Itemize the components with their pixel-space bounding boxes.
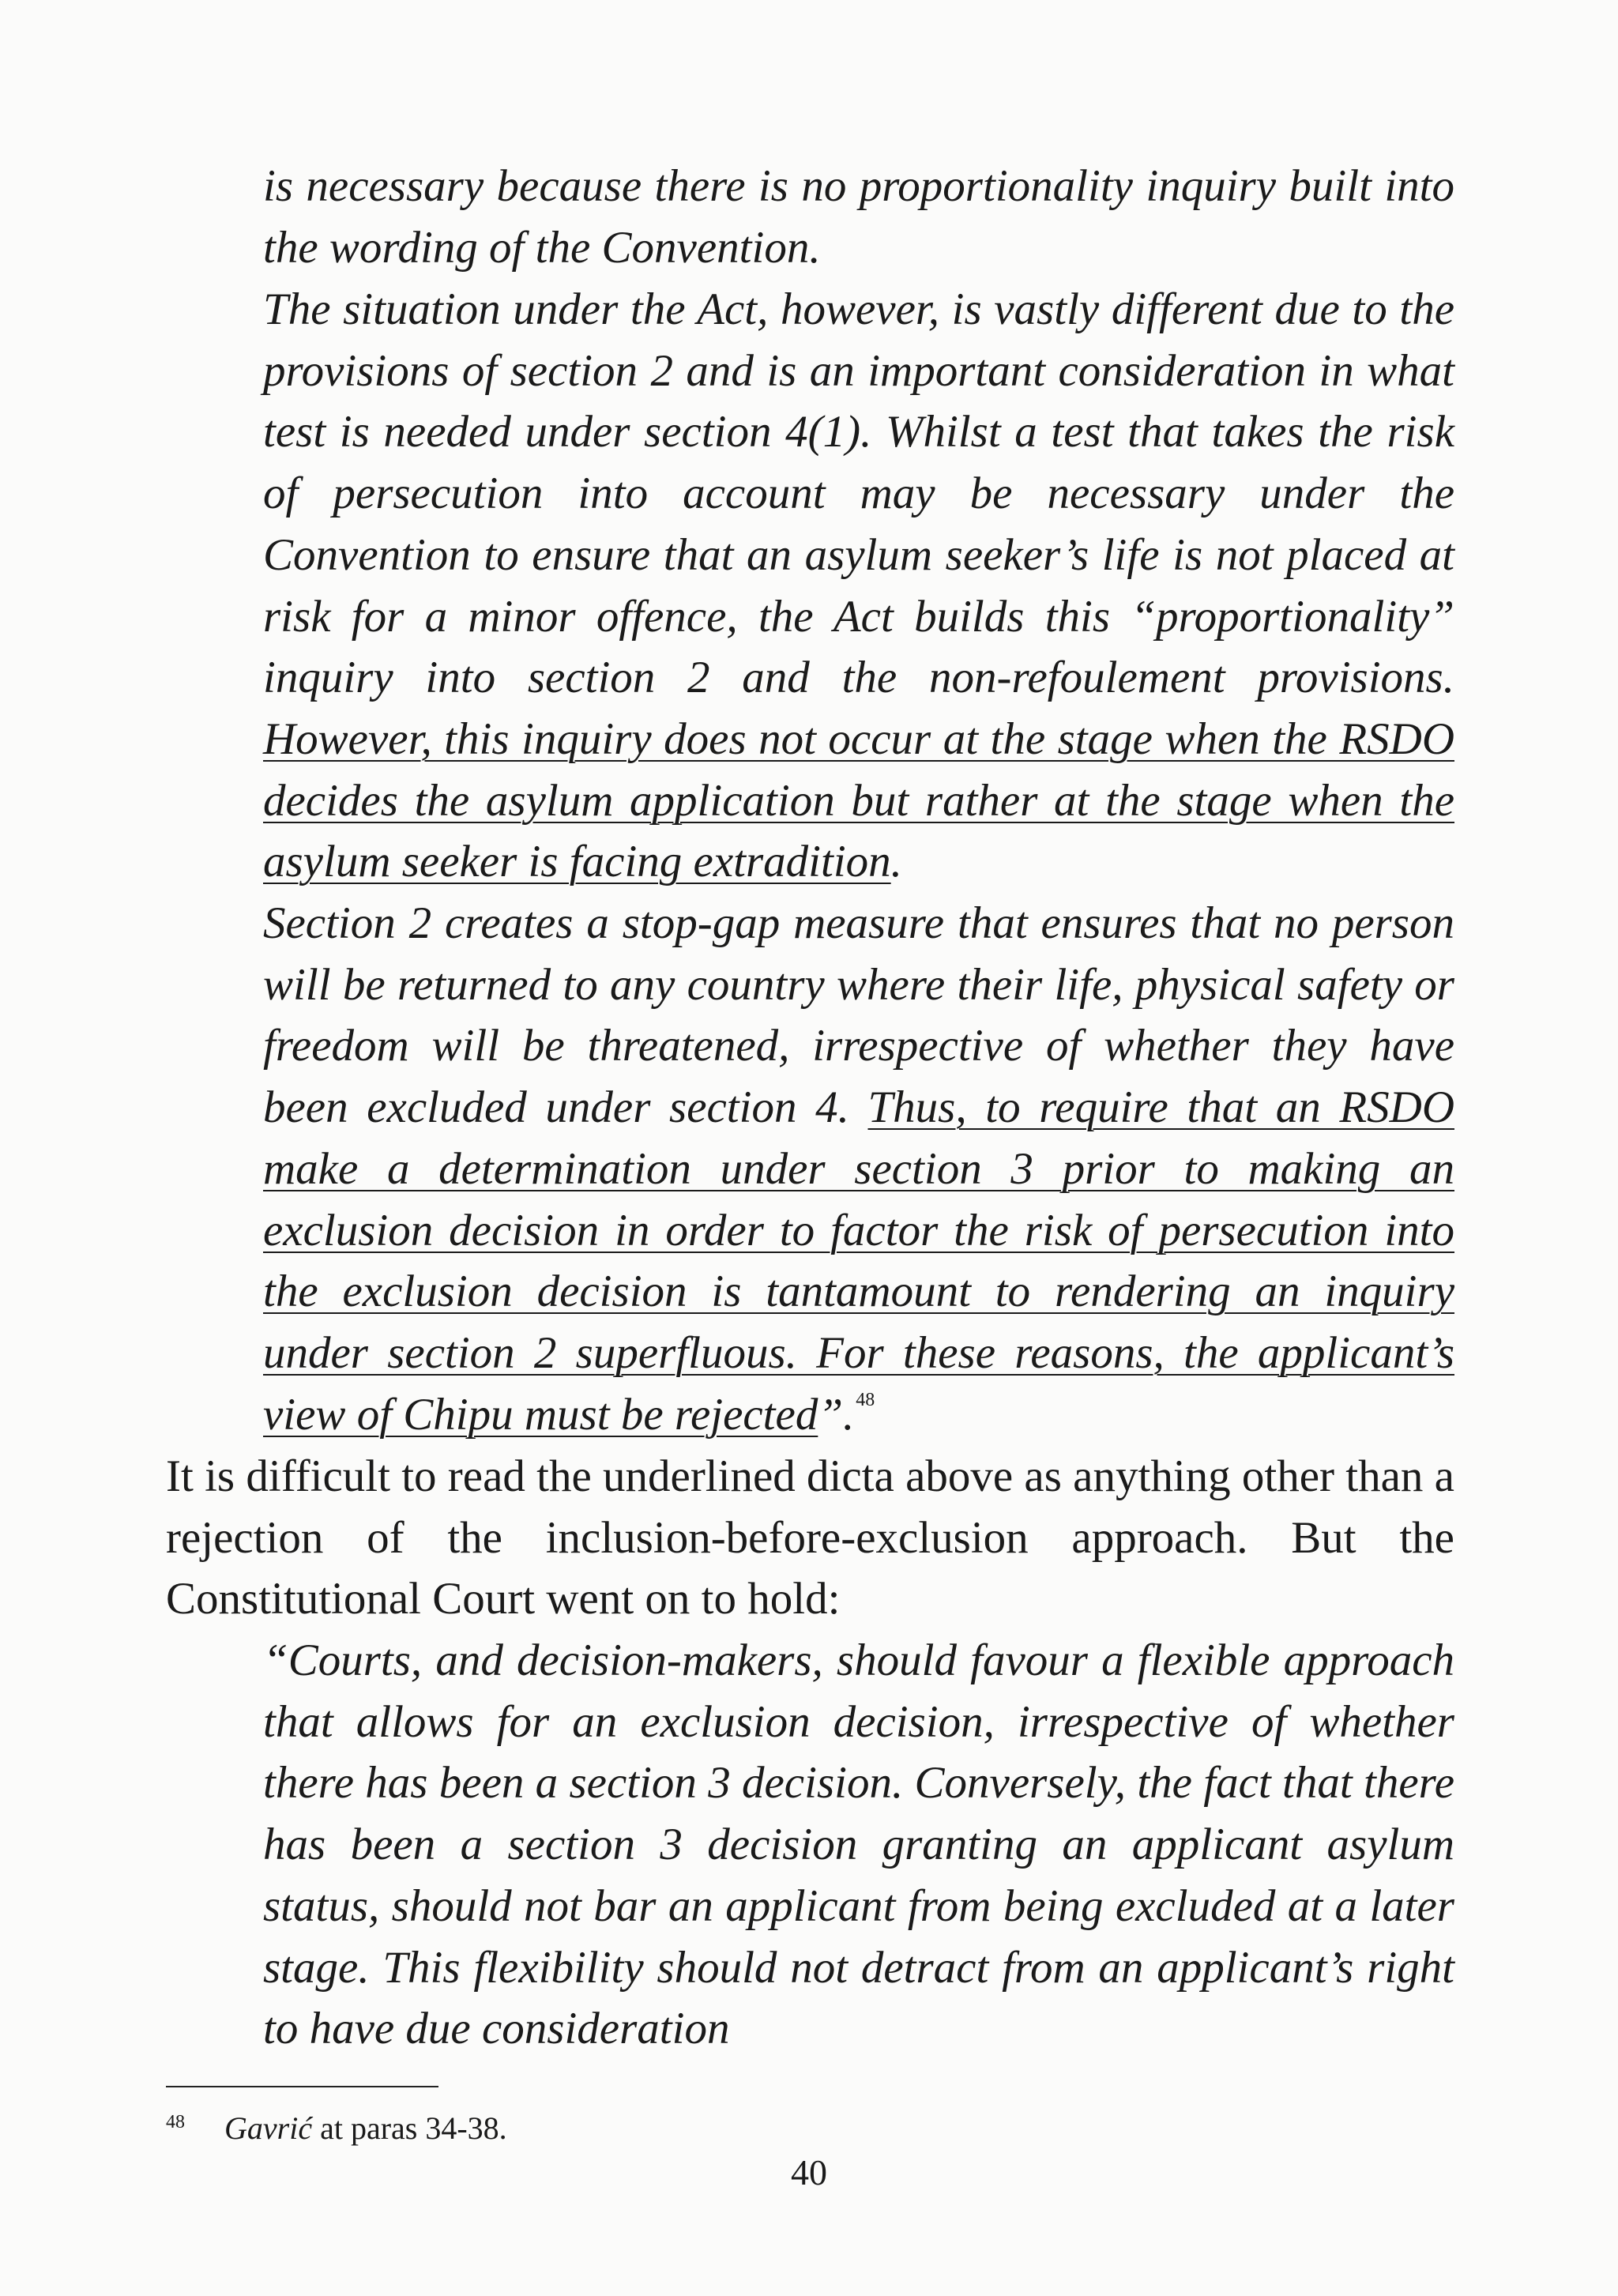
footnote-separator: [166, 2086, 438, 2087]
footnote-reference: 48: [856, 1389, 875, 1410]
quote-constitutional-court: “Courts, and decision-makers, should favour a flexible approach that allows for an exclusion decision, irrespective of whether there has been a section 3 decision. Conversely, the fact that there has been a section 3 decision granting an applicant asylum status, should not bar an applicant from being excluded at a later stage. This flexibility should not detract from an applicant’s right to have due consideration: [263, 1635, 1454, 2054]
footnote-number: 48: [166, 2112, 185, 2132]
body-paragraph: It is difficult to read the underlined dicta above as anything other than a rejection of the inclusion-before-exclusion approach. But the Constitutional Court went on to hold:: [166, 1451, 1454, 1624]
quote-continuation: is necessary because there is no proportionality inquiry built into the wording of the Convention.: [263, 161, 1454, 273]
quote-text: The situation under the Act, however, is vastly different due to the provisions of section 2 and is an important consideration in what test is needed under section 4(1). Whilst a test that takes the risk of persecution into account may be necessary under the Convention to ensure that an asylum seeker’s life is not placed at risk for a minor offence, the Act builds this “proportionality” inquiry into section 2 and the non-refoulement provisions.: [263, 284, 1454, 703]
footnote-case-name: Gavrić: [224, 2110, 313, 2146]
underlined-dicta: Thus, to require that an RSDO make a determination under section 3 prior to making an exclusion decision in order to factor the risk of persecution into the exclusion decision is tantamount to rendering an inquiry under section 2 superfluous. For these reasons, the applicant’s view of Chipu must be rejected: [263, 1082, 1454, 1440]
footnote: [166, 2102, 507, 2149]
quote-text-end: .: [890, 837, 902, 887]
underlined-dicta: However, this inquiry does not occur at the stage when the RSDO decides the asylum application but rather at the stage when the asylum seeker is facing extradition: [263, 713, 1454, 887]
quote-text: Section 2 creates a stop-gap measure that ensures that no person will be returned to any country where their life, physical safety or freedom will be threatened, irrespective of whether they have been excluded under section 4.: [263, 898, 1454, 1133]
quote-text-end: ”.: [818, 1389, 855, 1440]
footnote-text: at paras 34-38.: [312, 2110, 507, 2146]
quote-paragraph-act: [263, 279, 1454, 893]
quote-paragraph-section-2: [263, 893, 1454, 1445]
page-number: 40: [791, 2152, 827, 2192]
